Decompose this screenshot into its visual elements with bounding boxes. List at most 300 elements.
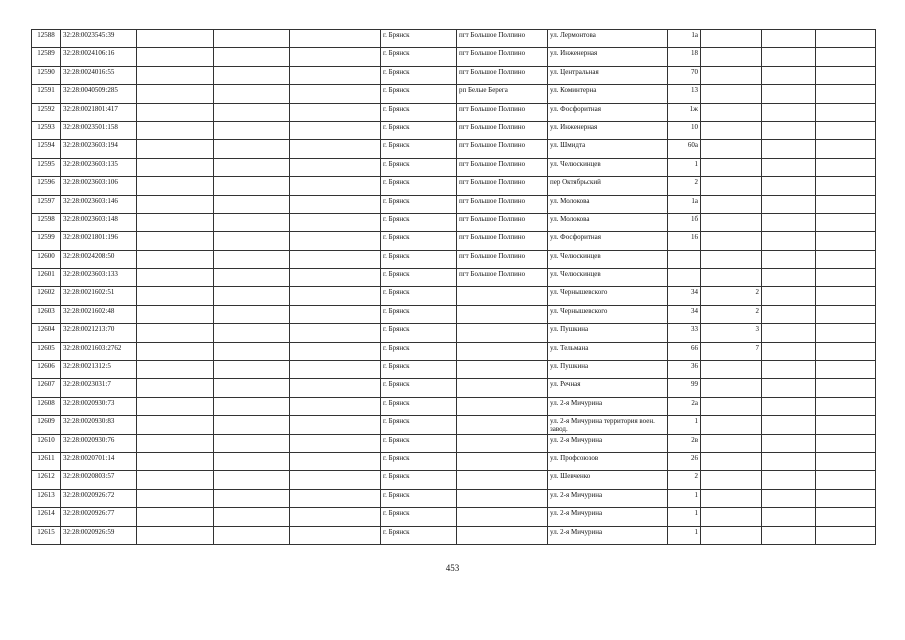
empty-cell xyxy=(762,305,816,323)
house-number-cell: 34 xyxy=(668,305,701,323)
empty-cell xyxy=(214,140,290,158)
empty-cell xyxy=(214,489,290,507)
empty-cell xyxy=(816,232,876,250)
row-number-cell: 12606 xyxy=(32,361,61,379)
city-cell: г. Брянск xyxy=(381,342,457,360)
table-row xyxy=(32,85,876,103)
empty-cell xyxy=(214,324,290,342)
table-row xyxy=(32,452,876,470)
street-cell: ул. Шевченко xyxy=(548,471,668,489)
empty-cell xyxy=(762,66,816,84)
house-number-cell: 10 xyxy=(668,121,701,139)
city-cell: г. Брянск xyxy=(381,103,457,121)
house-number-cell: 1а xyxy=(668,195,701,213)
empty-cell xyxy=(137,158,214,176)
empty-cell xyxy=(214,526,290,544)
empty-cell xyxy=(290,85,381,103)
house-number-cell xyxy=(668,269,701,287)
empty-cell xyxy=(290,361,381,379)
empty-cell xyxy=(214,250,290,268)
empty-cell xyxy=(816,324,876,342)
empty-cell xyxy=(137,250,214,268)
house-number-cell: 36 xyxy=(668,361,701,379)
locality-cell: пгт Большое Полпино xyxy=(457,140,548,158)
row-number-cell: 12611 xyxy=(32,452,61,470)
house-number-cell: 2 xyxy=(668,177,701,195)
street-cell: ул. Коминтерна xyxy=(548,85,668,103)
empty-cell xyxy=(214,30,290,48)
row-number-cell: 12605 xyxy=(32,342,61,360)
city-cell: г. Брянск xyxy=(381,250,457,268)
house-number-cell: 2в xyxy=(668,434,701,452)
address-registry-table xyxy=(31,29,876,545)
empty-cell xyxy=(214,305,290,323)
empty-cell xyxy=(137,397,214,415)
city-cell: г. Брянск xyxy=(381,471,457,489)
city-cell: г. Брянск xyxy=(381,121,457,139)
empty-cell xyxy=(137,140,214,158)
house-number-cell: 1 xyxy=(668,416,701,434)
table-row xyxy=(32,416,876,434)
empty-cell xyxy=(762,103,816,121)
locality-cell: пгт Большое Полпино xyxy=(457,30,548,48)
street-cell: ул. Челюскинцев xyxy=(548,269,668,287)
cadastral-number-cell: 32:28:0023603:148 xyxy=(61,213,137,231)
house-number-cell: 1б xyxy=(668,213,701,231)
empty-cell xyxy=(214,416,290,434)
table-row xyxy=(32,103,876,121)
table-row xyxy=(32,121,876,139)
apartment-cell: 7 xyxy=(701,342,762,360)
empty-cell xyxy=(290,103,381,121)
locality-cell: пгт Большое Полпино xyxy=(457,48,548,66)
row-number-cell: 12602 xyxy=(32,287,61,305)
city-cell: г. Брянск xyxy=(381,452,457,470)
empty-cell xyxy=(214,195,290,213)
cadastral-number-cell: 32:28:0020926:59 xyxy=(61,526,137,544)
row-number-cell: 12613 xyxy=(32,489,61,507)
street-cell: ул. Молокова xyxy=(548,195,668,213)
empty-cell xyxy=(137,66,214,84)
street-cell: ул. Центральная xyxy=(548,66,668,84)
empty-cell xyxy=(137,471,214,489)
empty-cell xyxy=(214,158,290,176)
cadastral-number-cell: 32:28:0023603:194 xyxy=(61,140,137,158)
table-row xyxy=(32,287,876,305)
street-cell: пер Октябрьский xyxy=(548,177,668,195)
apartment-cell: 3 xyxy=(701,324,762,342)
empty-cell xyxy=(137,48,214,66)
table-row xyxy=(32,361,876,379)
empty-cell xyxy=(816,489,876,507)
empty-cell xyxy=(137,232,214,250)
empty-cell xyxy=(290,48,381,66)
house-number-cell: 2а xyxy=(668,397,701,415)
empty-cell xyxy=(214,379,290,397)
empty-cell xyxy=(762,269,816,287)
empty-cell xyxy=(762,397,816,415)
cadastral-number-cell: 32:28:0024106:16 xyxy=(61,48,137,66)
row-number-cell: 12612 xyxy=(32,471,61,489)
table-row xyxy=(32,397,876,415)
row-number-cell: 12615 xyxy=(32,526,61,544)
table-row xyxy=(32,158,876,176)
city-cell: г. Брянск xyxy=(381,232,457,250)
apartment-cell xyxy=(701,213,762,231)
empty-cell xyxy=(816,158,876,176)
house-number-cell: 26 xyxy=(668,452,701,470)
street-cell: ул. Профсоюзов xyxy=(548,452,668,470)
row-number-cell: 12596 xyxy=(32,177,61,195)
city-cell: г. Брянск xyxy=(381,287,457,305)
empty-cell xyxy=(214,177,290,195)
locality-cell: пгт Большое Полпино xyxy=(457,213,548,231)
street-cell: ул. Чернышевского xyxy=(548,305,668,323)
empty-cell xyxy=(137,342,214,360)
empty-cell xyxy=(137,489,214,507)
empty-cell xyxy=(214,361,290,379)
empty-cell xyxy=(214,269,290,287)
street-cell: ул. Чернышевского xyxy=(548,287,668,305)
empty-cell xyxy=(137,361,214,379)
apartment-cell xyxy=(701,508,762,526)
locality-cell xyxy=(457,305,548,323)
house-number-cell: 1 xyxy=(668,489,701,507)
locality-cell xyxy=(457,287,548,305)
table-row xyxy=(32,471,876,489)
row-number-cell: 12597 xyxy=(32,195,61,213)
cadastral-number-cell: 32:28:0021801:196 xyxy=(61,232,137,250)
empty-cell xyxy=(816,526,876,544)
city-cell: г. Брянск xyxy=(381,434,457,452)
empty-cell xyxy=(816,471,876,489)
cadastral-number-cell: 32:28:0023545:39 xyxy=(61,30,137,48)
apartment-cell xyxy=(701,452,762,470)
apartment-cell xyxy=(701,250,762,268)
empty-cell xyxy=(137,30,214,48)
city-cell: г. Брянск xyxy=(381,508,457,526)
row-number-cell: 12591 xyxy=(32,85,61,103)
locality-cell xyxy=(457,434,548,452)
empty-cell xyxy=(290,287,381,305)
empty-cell xyxy=(762,195,816,213)
empty-cell xyxy=(214,342,290,360)
empty-cell xyxy=(214,48,290,66)
empty-cell xyxy=(290,342,381,360)
empty-cell xyxy=(290,30,381,48)
empty-cell xyxy=(290,195,381,213)
apartment-cell xyxy=(701,526,762,544)
apartment-cell xyxy=(701,195,762,213)
empty-cell xyxy=(137,103,214,121)
street-cell: ул. Челюскинцев xyxy=(548,158,668,176)
empty-cell xyxy=(137,305,214,323)
street-cell: ул. Речная xyxy=(548,379,668,397)
empty-cell xyxy=(214,66,290,84)
apartment-cell xyxy=(701,30,762,48)
row-number-cell: 12608 xyxy=(32,397,61,415)
empty-cell xyxy=(214,287,290,305)
empty-cell xyxy=(290,250,381,268)
empty-cell xyxy=(816,250,876,268)
empty-cell xyxy=(762,250,816,268)
cadastral-number-cell: 32:28:0021602:51 xyxy=(61,287,137,305)
empty-cell xyxy=(816,508,876,526)
empty-cell xyxy=(816,195,876,213)
apartment-cell xyxy=(701,471,762,489)
row-number-cell: 12589 xyxy=(32,48,61,66)
locality-cell: пгт Большое Полпино xyxy=(457,66,548,84)
empty-cell xyxy=(762,177,816,195)
street-cell: ул. Лермонтова xyxy=(548,30,668,48)
row-number-cell: 12610 xyxy=(32,434,61,452)
empty-cell xyxy=(762,452,816,470)
locality-cell: рп Белые Берега xyxy=(457,85,548,103)
street-cell: ул. Молокова xyxy=(548,213,668,231)
house-number-cell: 60а xyxy=(668,140,701,158)
cadastral-number-cell: 32:28:0021603:2762 xyxy=(61,342,137,360)
table-row xyxy=(32,232,876,250)
row-number-cell: 12598 xyxy=(32,213,61,231)
empty-cell xyxy=(762,471,816,489)
cadastral-number-cell: 32:28:0023501:158 xyxy=(61,121,137,139)
city-cell: г. Брянск xyxy=(381,158,457,176)
row-number-cell: 12592 xyxy=(32,103,61,121)
apartment-cell xyxy=(701,66,762,84)
empty-cell xyxy=(762,121,816,139)
table-row xyxy=(32,342,876,360)
empty-cell xyxy=(290,269,381,287)
empty-cell xyxy=(290,416,381,434)
empty-cell xyxy=(762,213,816,231)
empty-cell xyxy=(290,140,381,158)
city-cell: г. Брянск xyxy=(381,397,457,415)
empty-cell xyxy=(816,177,876,195)
row-number-cell: 12595 xyxy=(32,158,61,176)
locality-cell: пгт Большое Полпино xyxy=(457,232,548,250)
table-row xyxy=(32,213,876,231)
empty-cell xyxy=(816,452,876,470)
row-number-cell: 12588 xyxy=(32,30,61,48)
house-number-cell: 1а xyxy=(668,30,701,48)
empty-cell xyxy=(762,85,816,103)
locality-cell: пгт Большое Полпино xyxy=(457,177,548,195)
empty-cell xyxy=(290,452,381,470)
empty-cell xyxy=(137,195,214,213)
cadastral-number-cell: 32:28:0023603:106 xyxy=(61,177,137,195)
locality-cell xyxy=(457,508,548,526)
house-number-cell: 13 xyxy=(668,85,701,103)
city-cell: г. Брянск xyxy=(381,361,457,379)
empty-cell xyxy=(762,30,816,48)
apartment-cell xyxy=(701,397,762,415)
locality-cell xyxy=(457,452,548,470)
table-row xyxy=(32,324,876,342)
empty-cell xyxy=(762,508,816,526)
table-row xyxy=(32,48,876,66)
street-cell: ул. 2-я Мичурина xyxy=(548,526,668,544)
empty-cell xyxy=(137,526,214,544)
cadastral-number-cell: 32:28:0020803:57 xyxy=(61,471,137,489)
city-cell: г. Брянск xyxy=(381,48,457,66)
apartment-cell: 2 xyxy=(701,287,762,305)
empty-cell xyxy=(816,269,876,287)
empty-cell xyxy=(816,85,876,103)
house-number-cell: 16 xyxy=(668,232,701,250)
empty-cell xyxy=(214,103,290,121)
empty-cell xyxy=(214,471,290,489)
table-row xyxy=(32,195,876,213)
apartment-cell xyxy=(701,434,762,452)
locality-cell xyxy=(457,416,548,434)
row-number-cell: 12603 xyxy=(32,305,61,323)
table-row xyxy=(32,305,876,323)
cadastral-number-cell: 32:28:0023603:146 xyxy=(61,195,137,213)
empty-cell xyxy=(816,361,876,379)
table-row xyxy=(32,526,876,544)
empty-cell xyxy=(762,342,816,360)
locality-cell: пгт Большое Полпино xyxy=(457,195,548,213)
empty-cell xyxy=(762,232,816,250)
empty-cell xyxy=(290,232,381,250)
house-number-cell: 66 xyxy=(668,342,701,360)
empty-cell xyxy=(816,48,876,66)
empty-cell xyxy=(290,121,381,139)
empty-cell xyxy=(762,158,816,176)
empty-cell xyxy=(816,66,876,84)
house-number-cell: 1 xyxy=(668,508,701,526)
row-number-cell: 12609 xyxy=(32,416,61,434)
row-number-cell: 12590 xyxy=(32,66,61,84)
empty-cell xyxy=(290,324,381,342)
table-row xyxy=(32,269,876,287)
empty-cell xyxy=(762,48,816,66)
city-cell: г. Брянск xyxy=(381,85,457,103)
apartment-cell xyxy=(701,269,762,287)
empty-cell xyxy=(816,434,876,452)
empty-cell xyxy=(816,379,876,397)
table-row xyxy=(32,250,876,268)
street-cell: ул. Фосфоритная xyxy=(548,103,668,121)
empty-cell xyxy=(290,434,381,452)
cadastral-number-cell: 32:28:0020926:72 xyxy=(61,489,137,507)
empty-cell xyxy=(816,416,876,434)
row-number-cell: 12604 xyxy=(32,324,61,342)
empty-cell xyxy=(290,305,381,323)
empty-cell xyxy=(137,434,214,452)
empty-cell xyxy=(290,66,381,84)
locality-cell: пгт Большое Полпино xyxy=(457,103,548,121)
locality-cell xyxy=(457,324,548,342)
empty-cell xyxy=(816,305,876,323)
city-cell: г. Брянск xyxy=(381,269,457,287)
table-body xyxy=(32,30,876,545)
page-number: 453 xyxy=(445,563,460,573)
row-number-cell: 12599 xyxy=(32,232,61,250)
empty-cell xyxy=(762,287,816,305)
city-cell: г. Брянск xyxy=(381,305,457,323)
cadastral-number-cell: 32:28:0020926:77 xyxy=(61,508,137,526)
house-number-cell: 99 xyxy=(668,379,701,397)
house-number-cell: 70 xyxy=(668,66,701,84)
cadastral-number-cell: 32:28:0021312:5 xyxy=(61,361,137,379)
locality-cell: пгт Большое Полпино xyxy=(457,250,548,268)
row-number-cell: 12594 xyxy=(32,140,61,158)
street-cell: ул. Инженерная xyxy=(548,121,668,139)
empty-cell xyxy=(137,379,214,397)
empty-cell xyxy=(214,434,290,452)
empty-cell xyxy=(137,213,214,231)
empty-cell xyxy=(137,269,214,287)
city-cell: г. Брянск xyxy=(381,66,457,84)
empty-cell xyxy=(816,342,876,360)
city-cell: г. Брянск xyxy=(381,526,457,544)
locality-cell xyxy=(457,471,548,489)
empty-cell xyxy=(137,85,214,103)
empty-cell xyxy=(137,324,214,342)
house-number-cell: 1 xyxy=(668,158,701,176)
table-row xyxy=(32,140,876,158)
street-cell: ул. Челюскинцев xyxy=(548,250,668,268)
cadastral-number-cell: 32:28:0023603:135 xyxy=(61,158,137,176)
street-cell: ул. Фосфоритная xyxy=(548,232,668,250)
empty-cell xyxy=(137,287,214,305)
apartment-cell xyxy=(701,48,762,66)
street-cell: ул. 2-я Мичурина xyxy=(548,489,668,507)
city-cell: г. Брянск xyxy=(381,195,457,213)
city-cell: г. Брянск xyxy=(381,213,457,231)
cadastral-number-cell: 32:28:0040509:285 xyxy=(61,85,137,103)
apartment-cell xyxy=(701,121,762,139)
locality-cell xyxy=(457,489,548,507)
empty-cell xyxy=(214,452,290,470)
house-number-cell: 1 xyxy=(668,526,701,544)
empty-cell xyxy=(290,379,381,397)
empty-cell xyxy=(290,177,381,195)
cadastral-number-cell: 32:28:0021602:48 xyxy=(61,305,137,323)
empty-cell xyxy=(290,471,381,489)
empty-cell xyxy=(290,489,381,507)
cadastral-number-cell: 32:28:0024208:50 xyxy=(61,250,137,268)
empty-cell xyxy=(290,508,381,526)
apartment-cell xyxy=(701,103,762,121)
street-cell: ул. 2-я Мичурина xyxy=(548,508,668,526)
empty-cell xyxy=(290,526,381,544)
apartment-cell xyxy=(701,158,762,176)
apartment-cell xyxy=(701,489,762,507)
locality-cell xyxy=(457,342,548,360)
city-cell: г. Брянск xyxy=(381,140,457,158)
cadastral-number-cell: 32:28:0021213:70 xyxy=(61,324,137,342)
empty-cell xyxy=(762,324,816,342)
street-cell: ул. Инженерная xyxy=(548,48,668,66)
empty-cell xyxy=(214,508,290,526)
cadastral-number-cell: 32:28:0020930:73 xyxy=(61,397,137,415)
cadastral-number-cell: 32:28:0021801:417 xyxy=(61,103,137,121)
table-row xyxy=(32,66,876,84)
cadastral-number-cell: 32:28:0020701:14 xyxy=(61,452,137,470)
empty-cell xyxy=(214,121,290,139)
apartment-cell xyxy=(701,361,762,379)
row-number-cell: 12614 xyxy=(32,508,61,526)
empty-cell xyxy=(816,397,876,415)
locality-cell xyxy=(457,361,548,379)
empty-cell xyxy=(214,397,290,415)
row-number-cell: 12600 xyxy=(32,250,61,268)
empty-cell xyxy=(137,416,214,434)
street-cell: ул. 2-я Мичурина xyxy=(548,434,668,452)
house-number-cell: 33 xyxy=(668,324,701,342)
